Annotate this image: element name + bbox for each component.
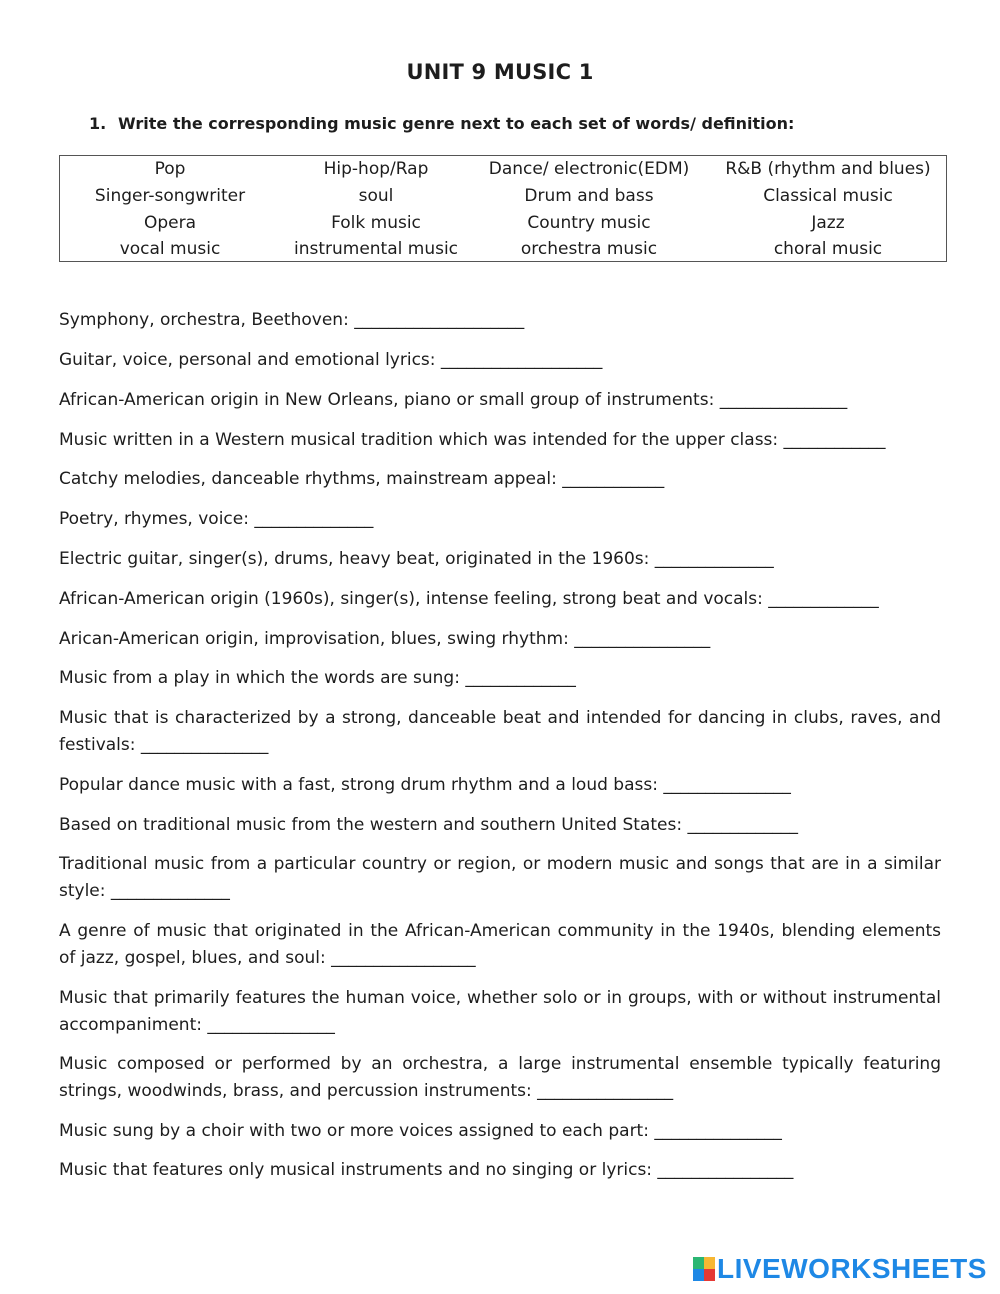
genre-option: Classical music — [763, 186, 893, 206]
question: A genre of music that originated in the African-American community in the 1940s, blending elements of jazz, gospel, blues, and soul: _________________ — [59, 921, 941, 968]
question: African-American origin (1960s), singer(s), intense feeling, strong beat and vocals: _____________ — [59, 589, 879, 609]
liveworksheets-logo — [693, 1254, 987, 1284]
question: Based on traditional music from the western and southern United States: _____________ — [59, 815, 798, 835]
genre-option: Singer-songwriter — [94, 186, 246, 206]
instruction — [89, 114, 794, 133]
genre-option: Dance/ electronic(EDM) — [488, 159, 690, 179]
instruction-number: 1. — [89, 114, 107, 133]
page-title: UNIT 9 MUSIC 1 — [406, 60, 594, 84]
genre-option: Jazz — [811, 213, 845, 233]
genre-word-bank — [59, 155, 947, 262]
logo-square — [704, 1257, 715, 1269]
question: Arican-American origin, improvisation, blues, swing rhythm: ________________ — [59, 629, 711, 649]
liveworksheets-logo-icon — [693, 1257, 715, 1281]
question: Guitar, voice, personal and emotional lyrics: ___________________ — [59, 350, 603, 370]
genre-row — [60, 183, 946, 210]
question: Symphony, orchestra, Beethoven: ____________________ — [59, 310, 525, 330]
question: African-American origin in New Orleans, piano or small group of instruments: _______________ — [59, 390, 848, 410]
genre-row — [60, 236, 946, 263]
question: Music written in a Western musical tradition which was intended for the upper class: ____________ — [59, 430, 886, 450]
question: Traditional music from a particular country or region, or modern music and songs that are in a similar style: ______________ — [59, 854, 941, 901]
logo-square — [693, 1257, 704, 1269]
question: Music that is characterized by a strong, danceable beat and intended for dancing in clubs, raves, and festivals: _______________ — [59, 708, 941, 755]
question: Music that primarily features the human voice, whether solo or in groups, with or without instrumental accompaniment: _______________ — [59, 988, 941, 1035]
genre-option: Hip-hop/Rap — [323, 159, 429, 179]
genre-option: Country music — [527, 213, 651, 233]
genre-option: instrumental music — [293, 239, 459, 259]
question: Electric guitar, singer(s), drums, heavy beat, originated in the 1960s: ______________ — [59, 549, 774, 569]
question: Music that features only musical instruments and no singing or lyrics: ________________ — [59, 1160, 794, 1180]
question: Catchy melodies, danceable rhythms, mainstream appeal: ____________ — [59, 469, 665, 489]
genre-option: Folk music — [331, 213, 421, 233]
genre-option: Pop — [154, 159, 186, 179]
logo-text: LIVEWORKSHEETS — [717, 1253, 987, 1284]
question: Poetry, rhymes, voice: ______________ — [59, 509, 374, 529]
question: Music from a play in which the words are sung: _____________ — [59, 668, 576, 688]
logo-square — [693, 1269, 704, 1281]
genre-option: orchestra music — [520, 239, 658, 259]
genre-option: R&B (rhythm and blues) — [725, 159, 931, 179]
question: Popular dance music with a fast, strong drum rhythm and a loud bass: _______________ — [59, 775, 791, 795]
genre-row — [60, 210, 946, 237]
question: Music composed or performed by an orchestra, a large instrumental ensemble typically featuring strings, woodwinds, brass, and percussion instruments: ________________ — [59, 1054, 941, 1101]
genre-option: vocal music — [119, 239, 221, 259]
instruction-text: Write the corresponding music genre next to each set of words/ definition: — [118, 114, 795, 133]
genre-option: Opera — [143, 213, 197, 233]
genre-row — [60, 156, 946, 183]
genre-option: Drum and bass — [524, 186, 654, 206]
question: Music sung by a choir with two or more voices assigned to each part: _______________ — [59, 1121, 782, 1141]
genre-option: soul — [358, 186, 394, 206]
logo-square — [704, 1269, 715, 1281]
genre-option: choral music — [773, 239, 883, 259]
